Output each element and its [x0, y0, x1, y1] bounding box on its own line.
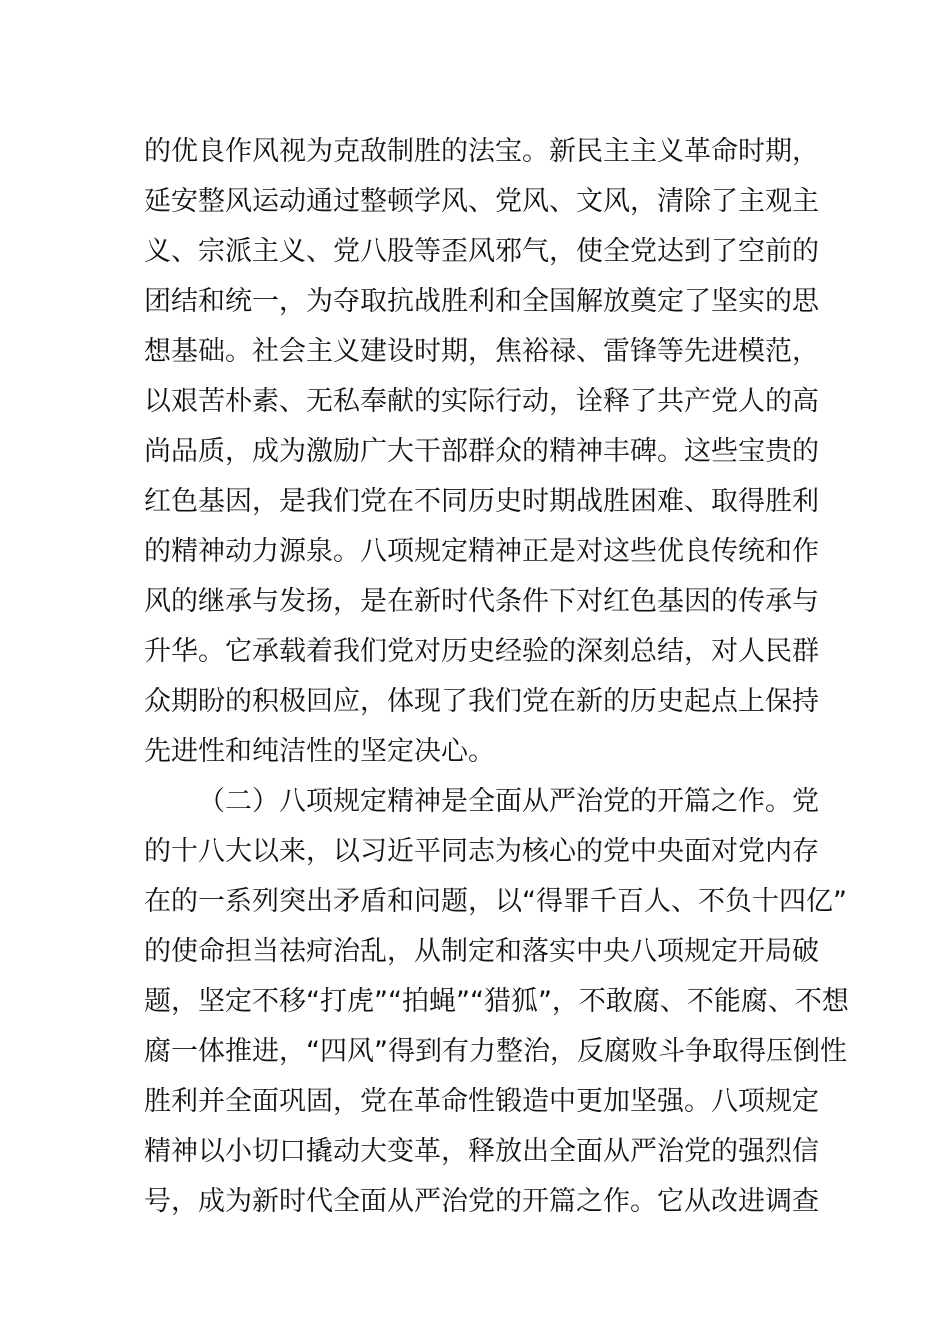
text-line: 升华。它承载着我们党对历史经验的深刻总结，对人民群: [144, 636, 819, 667]
text-line: 义、宗派主义、党八股等歪风邪气，使全党达到了空前的: [144, 236, 819, 267]
text-line: 号，成为新时代全面从严治党的开篇之作。它从改进调查: [144, 1186, 819, 1217]
text-line: 题，坚定不移“打虎”“拍蝇”“猎狐”，不敢腐、不能腐、不想: [144, 986, 849, 1017]
text-line: 胜利并全面巩固，党在革命性锻造中更加坚强。八项规定: [144, 1086, 819, 1117]
text-line: 团结和统一，为夺取抗战胜利和全国解放奠定了坚实的思: [144, 286, 819, 317]
text-line: 的使命担当祛疴治乱，从制定和落实中央八项规定开局破: [144, 936, 819, 967]
text-line: 以艰苦朴素、无私奉献的实际行动，诠释了共产党人的高: [144, 386, 819, 417]
text-line: 精神以小切口撬动大变革，释放出全面从严治党的强烈信: [144, 1136, 819, 1167]
text-line: 尚品质，成为激励广大干部群众的精神丰碑。这些宝贵的: [144, 436, 819, 467]
paragraph-end-line: 先进性和纯洁性的坚定决心。: [144, 736, 495, 767]
text-line: 的十八大以来，以习近平同志为核心的党中央面对党内存: [144, 836, 819, 867]
text-line: 的精神动力源泉。八项规定精神正是对这些优良传统和作: [144, 536, 819, 567]
text-line: 的优良作风视为克敌制胜的法宝。新民主主义革命时期，: [144, 136, 819, 167]
text-line: 在的一系列突出矛盾和问题，以“得罪千百人、不负十四亿”: [144, 886, 847, 917]
text-line: 红色基因，是我们党在不同历史时期战胜困难、取得胜利: [144, 486, 819, 517]
text-line: 腐一体推进，“四风”得到有力整治，反腐败斗争取得压倒性: [144, 1036, 847, 1067]
body-text: [144, 127, 849, 1227]
text-line: 延安整风运动通过整顿学风、党风、文风，清除了主观主: [144, 186, 819, 217]
text-line: 风的继承与发扬，是在新时代条件下对红色基因的传承与: [144, 586, 819, 617]
section-heading-line: （二）八项规定精神是全面从严治党的开篇之作。党: [198, 786, 819, 817]
text-line: 想基础。社会主义建设时期，焦裕禄、雷锋等先进模范，: [144, 336, 819, 367]
text-line: 众期盼的积极回应，体现了我们党在新的历史起点上保持: [144, 686, 819, 717]
